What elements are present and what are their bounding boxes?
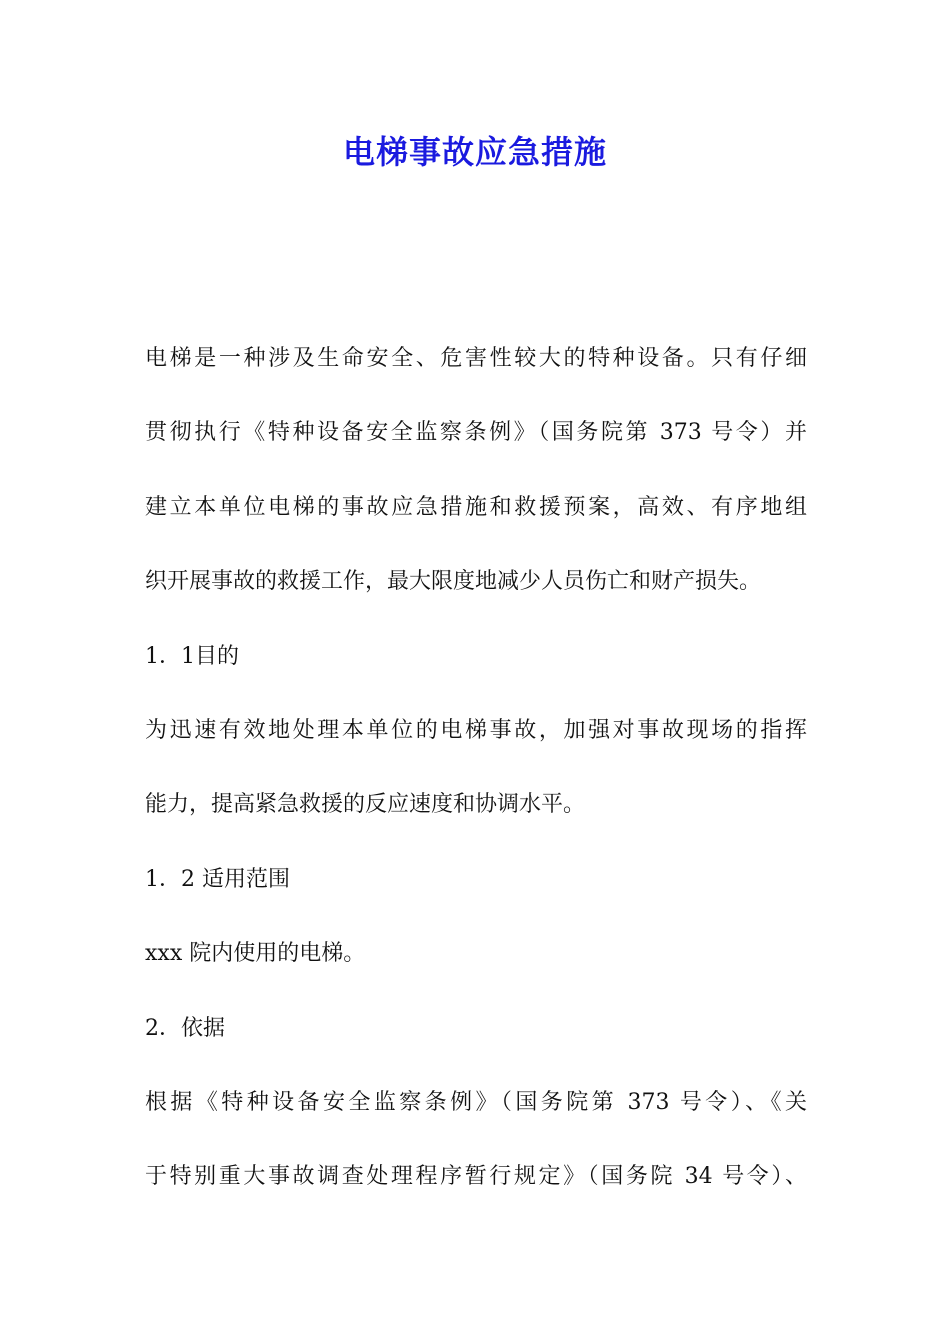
- document-title: 电梯事故应急措施: [342, 133, 607, 171]
- body-line-7: 能力，提高紧急救援的反应速度和协调水平。: [145, 792, 586, 818]
- body-line-1: 电梯是一种涉及生命安全、危害性较大的特种设备。只有仔细: [145, 346, 807, 371]
- body-line-6: 为迅速有效地处理本单位的电梯事故，加强对事故现场的指挥: [145, 717, 807, 743]
- body-line-3: 建立本单位电梯的事故应急措施和救援预案，高效、有序地组: [145, 494, 807, 520]
- body-line-4: 织开展事故的救援工作，最大限度地减少人员伤亡和财产损失。: [145, 569, 762, 595]
- body-line-12: 于特别重大事故调查处理程序暂行规定》（国务院 34 号令）、: [145, 1164, 807, 1190]
- section-heading-1-1: 1．1目的: [145, 643, 239, 669]
- section-heading-1-2: 1．2 适用范围: [145, 866, 290, 892]
- document-body: [145, 336, 815, 1229]
- body-line-11: 根据《特种设备安全监察条例》（国务院第 373 号令）、《关: [145, 1089, 807, 1115]
- section-heading-2: 2．依据: [145, 1015, 225, 1041]
- body-line-2: 贯彻执行《特种设备安全监察条例》（国务院第 373 号令）并: [145, 420, 807, 446]
- body-line-9: xxx 院内使用的电梯。: [145, 941, 366, 967]
